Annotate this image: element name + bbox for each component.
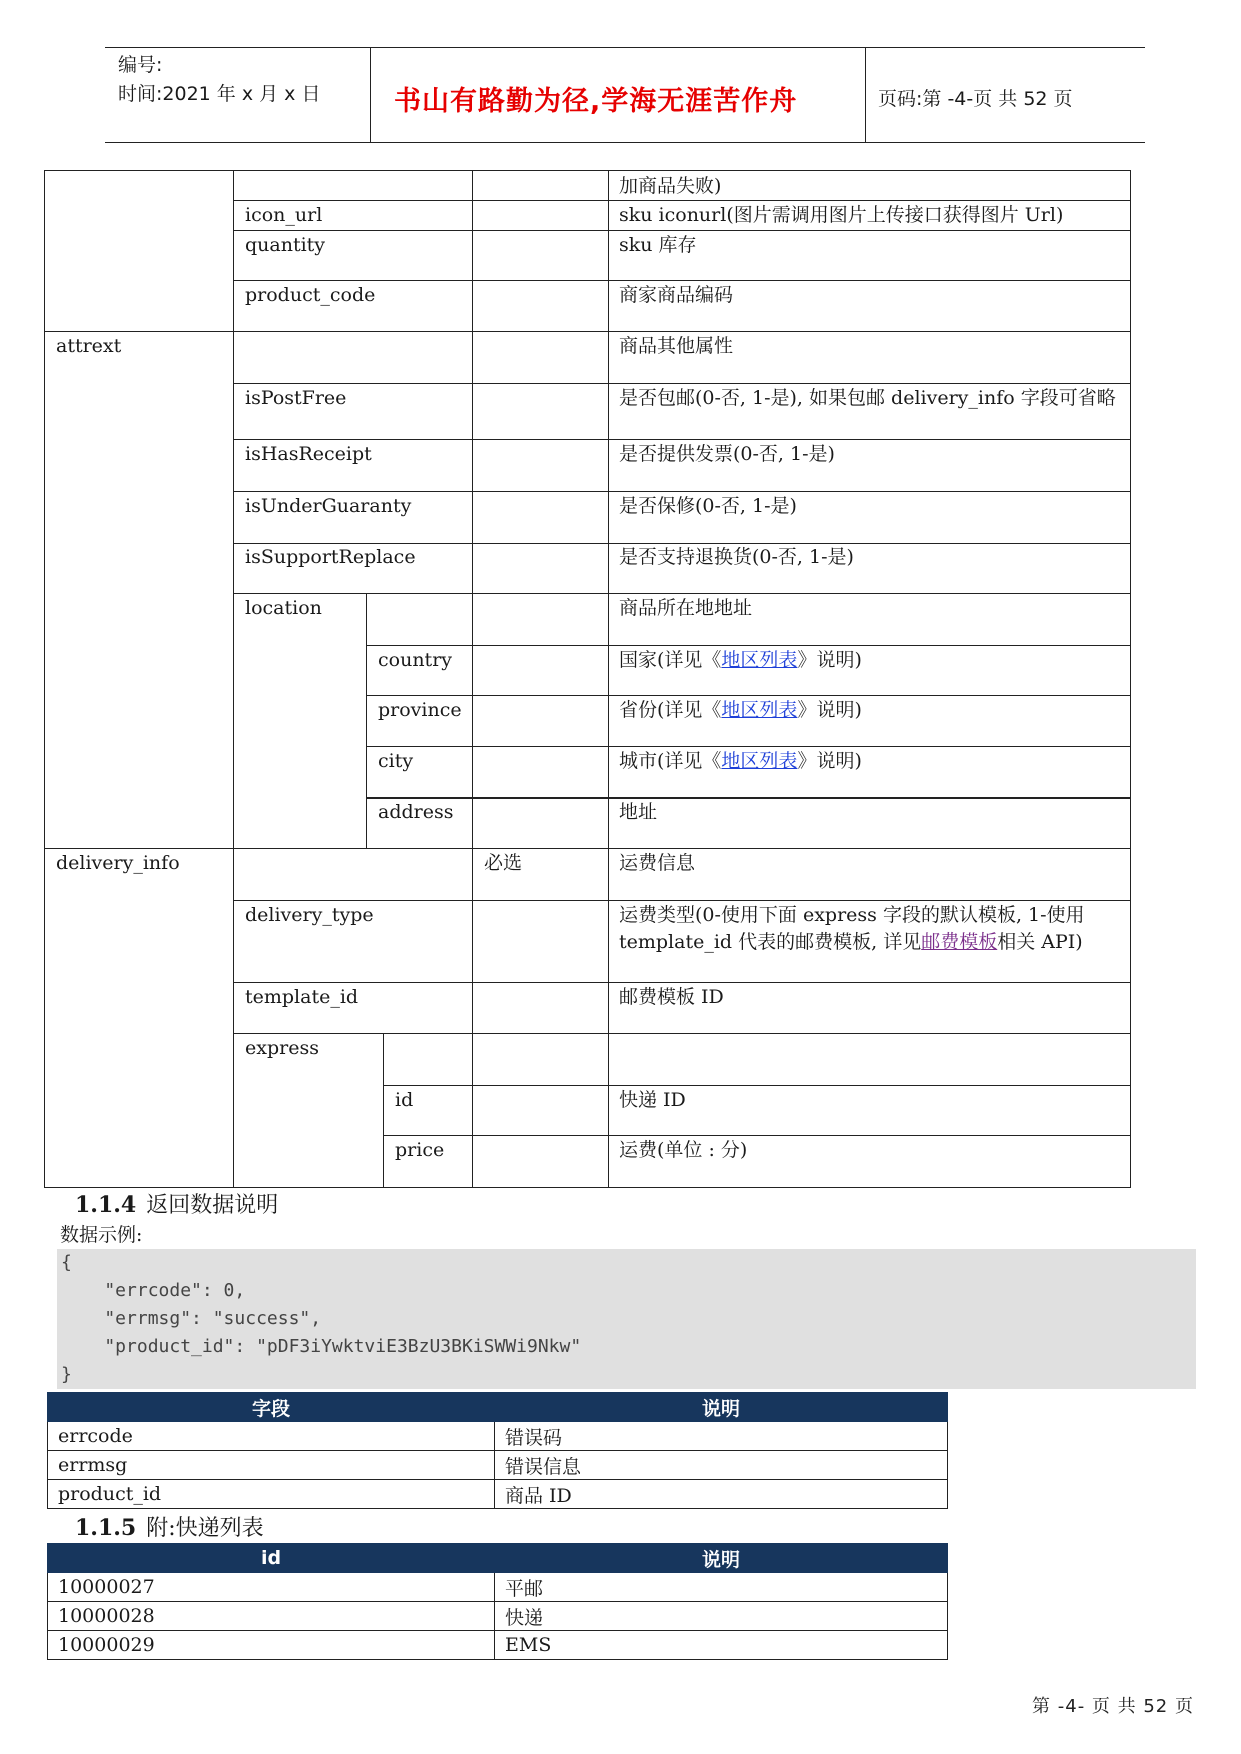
field-description: 是否支持退换货(0-否, 1-是): [619, 546, 854, 568]
grid-line: [383, 1085, 1130, 1086]
grid-line: [383, 1135, 1130, 1136]
table-row: [48, 1602, 948, 1631]
field-name: id: [395, 1089, 414, 1111]
field-name: delivery_info: [56, 852, 180, 874]
grid-line: [233, 171, 234, 1187]
field-description: 运费类型(0-使用下面 express 字段的默认模板, 1-使用 template_id 代表的邮费模板, 详见邮费模板相关 API): [619, 904, 1085, 953]
grid-line: [233, 593, 1130, 594]
code-line: }: [61, 1364, 72, 1385]
field-name: location: [245, 597, 322, 619]
grid-line: [472, 171, 473, 1187]
field-name: isHasReceipt: [245, 443, 372, 465]
code-sample: [57, 1249, 1196, 1389]
grid-line: [233, 900, 1130, 901]
grid-line: [233, 200, 1130, 201]
table-cell: 商品 ID: [495, 1480, 948, 1509]
field-description: 邮费模板 ID: [619, 986, 724, 1008]
field-description: sku 库存: [619, 234, 697, 256]
field-description: 国家(详见《地区列表》说明): [619, 649, 862, 671]
grid-line: [233, 1033, 1130, 1034]
field-description: 城市(详见《地区列表》说明): [619, 750, 862, 772]
table-row: [48, 1480, 948, 1509]
field-name: country: [378, 649, 453, 671]
grid-line: [233, 230, 1130, 231]
column-header: 说明: [495, 1544, 948, 1573]
field-description: 商家商品编码: [619, 284, 734, 306]
return-fields-table: [47, 1392, 948, 1509]
field-description: 商品其他属性: [619, 335, 734, 357]
field-description: 运费(单位 : 分): [619, 1139, 748, 1161]
grid-line: [233, 280, 1130, 281]
field-description: 是否包邮(0-否, 1-是), 如果包邮 delivery_info 字段可省略: [619, 387, 1116, 409]
field-name: template_id: [245, 986, 359, 1008]
column-header: 说明: [495, 1393, 948, 1422]
field-name: attrext: [56, 335, 122, 357]
field-description: 运费信息: [619, 852, 696, 874]
code-line: "errcode": 0,: [61, 1280, 246, 1301]
page-footer: 第 -4- 页 共 52 页: [1032, 1696, 1194, 1717]
grid-line: [366, 746, 1130, 747]
field-description: 加商品失败): [619, 175, 722, 197]
parameter-table: [44, 170, 1131, 1188]
grid-line: [233, 383, 1130, 384]
field-name: price: [395, 1139, 445, 1161]
section-heading: 1.1.5 附:快递列表: [75, 1515, 264, 1541]
table-header-row: [48, 1393, 948, 1422]
region-list-link[interactable]: 地区列表: [721, 649, 798, 671]
example-label: 数据示例:: [60, 1224, 143, 1246]
grid-line: [233, 439, 1130, 440]
header-bottom-rule: [105, 142, 1145, 143]
grid-line: [366, 695, 1130, 696]
region-list-link[interactable]: 地区列表: [721, 699, 798, 721]
table-cell: errmsg: [48, 1451, 495, 1480]
table-cell: 10000029: [48, 1631, 495, 1660]
section-heading: 1.1.4 返回数据说明: [75, 1192, 279, 1218]
header-divider: [370, 47, 371, 143]
table-cell: 错误信息: [495, 1451, 948, 1480]
grid-line: [366, 594, 367, 848]
required-flag: 必选: [484, 852, 523, 874]
table-cell: 错误码: [495, 1422, 948, 1451]
field-name: icon_url: [245, 204, 323, 226]
grid-line: [233, 982, 1130, 983]
code-line: {: [61, 1252, 72, 1273]
field-name: express: [245, 1037, 319, 1059]
grid-line: [45, 848, 1130, 849]
time-label: 时间:2021 年 x 月 x 日: [118, 83, 321, 105]
field-description: sku iconurl(图片需调用图片上传接口获得图片 Url): [619, 204, 1064, 226]
code-line: "errmsg": "success",: [61, 1308, 322, 1329]
field-name: product_code: [245, 284, 376, 306]
motto: 书山有路勤为径,学海无涯苦作舟: [394, 86, 798, 117]
header-top-rule: [105, 47, 1145, 48]
table-cell: 10000028: [48, 1602, 495, 1631]
express-list-table: [47, 1543, 948, 1660]
field-description: 是否提供发票(0-否, 1-是): [619, 443, 835, 465]
grid-line: [45, 331, 1130, 332]
table-cell: EMS: [495, 1631, 948, 1660]
field-description: 是否保修(0-否, 1-是): [619, 495, 797, 517]
field-name: city: [378, 750, 414, 772]
field-description: 商品所在地地址: [619, 597, 753, 619]
grid-line: [608, 171, 609, 1187]
table-row: [48, 1631, 948, 1660]
field-name: isPostFree: [245, 387, 347, 409]
page-number-label: 页码:第 -4-页 共 52 页: [878, 88, 1073, 110]
field-name: isUnderGuaranty: [245, 495, 412, 517]
table-row: [48, 1422, 948, 1451]
table-header-row: [48, 1544, 948, 1573]
grid-line: [233, 491, 1130, 492]
field-name: quantity: [245, 234, 326, 256]
field-description: 省份(详见《地区列表》说明): [619, 699, 862, 721]
code-line: "product_id": "pDF3iYwktviE3BzU3BKiSWWi9Nkw": [61, 1336, 582, 1357]
table-cell: 平邮: [495, 1573, 948, 1602]
field-description: 地址: [619, 801, 658, 823]
table-row: [48, 1451, 948, 1480]
header-divider: [865, 47, 866, 143]
grid-line: [366, 645, 1130, 646]
field-name: province: [378, 699, 462, 721]
grid-line: [383, 1033, 384, 1187]
column-header: 字段: [48, 1393, 495, 1422]
table-cell: product_id: [48, 1480, 495, 1509]
table-cell: 快递: [495, 1602, 948, 1631]
field-name: delivery_type: [245, 904, 374, 926]
column-header: id: [48, 1544, 495, 1573]
postage-template-link[interactable]: 邮费模板: [921, 931, 998, 953]
table-row: [48, 1573, 948, 1602]
doc-number-label: 编号:: [118, 54, 163, 76]
grid-line: [366, 797, 1130, 799]
field-name: address: [378, 801, 454, 823]
table-cell: errcode: [48, 1422, 495, 1451]
table-cell: 10000027: [48, 1573, 495, 1602]
field-description: 快递 ID: [619, 1089, 686, 1111]
region-list-link[interactable]: 地区列表: [721, 750, 798, 772]
field-name: isSupportReplace: [245, 546, 416, 568]
